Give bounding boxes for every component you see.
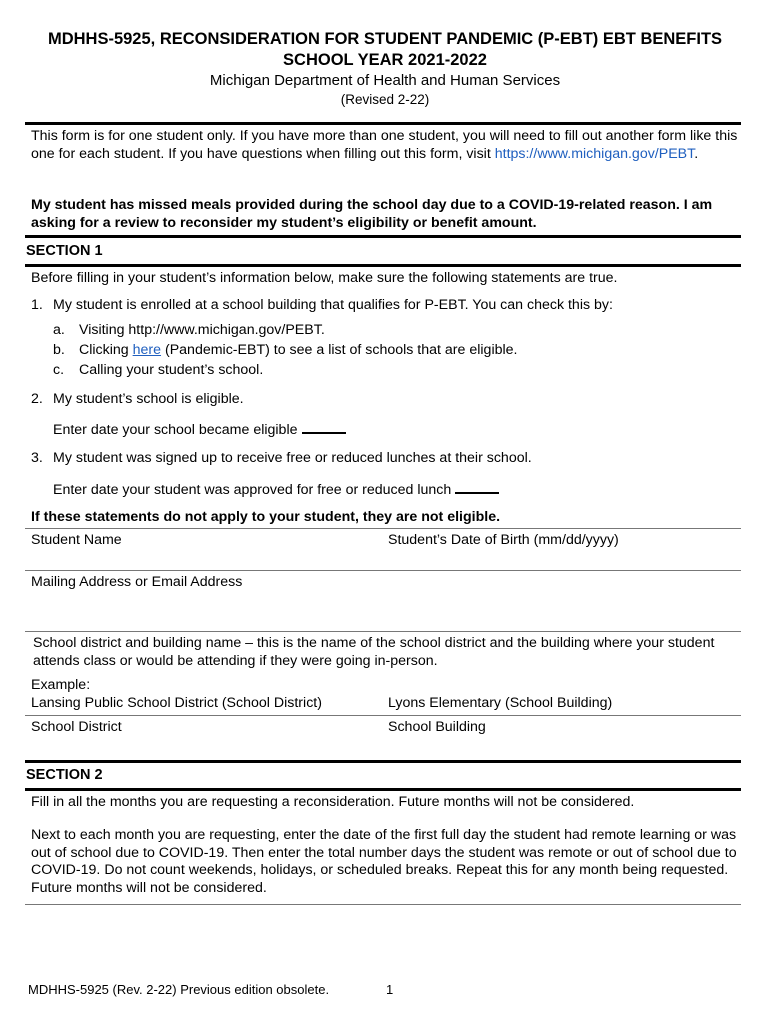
item3-prompt: Enter date your student was approved for free or reduced lunch <box>53 482 452 498</box>
item1-number: 1. <box>31 297 43 313</box>
section2-top-divider <box>25 760 741 763</box>
section2-heading: SECTION 2 <box>26 767 103 783</box>
eligibility-warning: If these statements do not apply to your student, they are not eligible. <box>31 509 501 525</box>
item1c-label: c. <box>53 362 65 378</box>
item1b-post: (Pandemic-EBT) to see a list of schools that are eligible. <box>164 342 518 358</box>
section2-para2: Next to each month you are requesting, enter the date of the first full day the student had remote learning or was out of school due to COVID-19. Then enter the total number days the student was remote or out of school due to COVID-19. Do not count weekends, holidays, or scheduled breaks. Repeat this for any month being requested. Future months will not be considered. <box>31 827 737 896</box>
item1a-text: Visiting http://www.michigan.gov/PEBT. <box>79 322 325 338</box>
schools-here-link[interactable]: here <box>132 342 162 358</box>
form-title-line2: SCHOOL YEAR 2021-2022 <box>283 51 487 69</box>
example-label: Example: <box>31 677 91 693</box>
district-description: School district and building name – this is the name of the school district and the building where your student attends class or would be attending if they were going in-person. <box>33 635 715 669</box>
section1-heading-divider <box>25 264 741 267</box>
student-name-field[interactable] <box>25 529 383 570</box>
lunch-approved-date-field[interactable] <box>455 480 499 494</box>
revision-note: (Revised 2-22) <box>340 92 430 107</box>
example-building: Lyons Elementary (School Building) <box>388 695 613 711</box>
school-eligible-date-field[interactable] <box>302 420 346 434</box>
form-title-line1: MDHHS-5925, RECONSIDERATION FOR STUDENT PANDEMIC (P-EBT) EBT BENEFITS <box>47 30 723 48</box>
item1a-label: a. <box>53 322 65 338</box>
page-number: 1 <box>386 982 394 997</box>
department-name: Michigan Department of Health and Human Services <box>209 72 561 89</box>
footer-form-id: MDHHS-5925 (Rev. 2-22) Previous edition obsolete. <box>28 982 330 997</box>
item1b-label: b. <box>53 342 65 358</box>
section2-para1: Fill in all the months you are requesting a reconsideration. Future months will not be considered. <box>31 794 635 810</box>
item2-prompt-line <box>53 420 346 440</box>
dob-field[interactable] <box>383 529 741 570</box>
item1-text: My student is enrolled at a school building that qualifies for P-EBT. You can check this by: <box>53 297 613 313</box>
section1-top-divider <box>25 235 741 238</box>
item3-prompt-line <box>53 480 499 500</box>
intro-text: This form is for one student only. If you have more than one student, you will need to fill out another form like this one for each student. If you have questions when filling out this form, visit <box>31 128 738 162</box>
pebt-link[interactable]: https://www.michigan.gov/PEBT <box>494 145 695 162</box>
item1b-pre: Clicking <box>79 342 129 358</box>
item1c-text: Calling your student’s school. <box>79 362 264 378</box>
item2-text: My student’s school is eligible. <box>53 391 244 407</box>
section1-heading: SECTION 1 <box>26 243 103 259</box>
item3-text: My student was signed up to receive free or reduced lunches at their school. <box>53 450 532 466</box>
intro-paragraph <box>31 128 741 163</box>
school-district-label: School District <box>31 719 122 735</box>
section2-bottom-divider <box>25 904 741 905</box>
school-building-label: School Building <box>388 719 486 735</box>
item1b-line <box>79 342 517 360</box>
item3-number: 3. <box>31 450 43 466</box>
school-district-field[interactable] <box>25 716 383 760</box>
address-field[interactable] <box>25 571 741 631</box>
header-divider <box>25 122 741 125</box>
example-district: Lansing Public School District (School District) <box>31 695 322 711</box>
student-name-label: Student Name <box>31 532 122 548</box>
eligibility-statement: My student has missed meals provided during the school day due to a COVID-19-related reason. I am asking for a review to reconsider my student’s eligibility or benefit amount. <box>31 197 713 231</box>
item2-prompt: Enter date your school became eligible <box>53 422 298 438</box>
intro-url-suffix: . <box>694 145 699 162</box>
dob-label: Student’s Date of Birth (mm/dd/yyyy) <box>388 532 619 548</box>
item2-number: 2. <box>31 391 43 407</box>
address-label: Mailing Address or Email Address <box>31 574 243 590</box>
address-row-divider <box>25 631 741 632</box>
school-building-field[interactable] <box>383 716 741 760</box>
section2-heading-divider <box>25 788 741 791</box>
section1-lead: Before filling in your student’s information below, make sure the following statements are true. <box>31 270 618 286</box>
